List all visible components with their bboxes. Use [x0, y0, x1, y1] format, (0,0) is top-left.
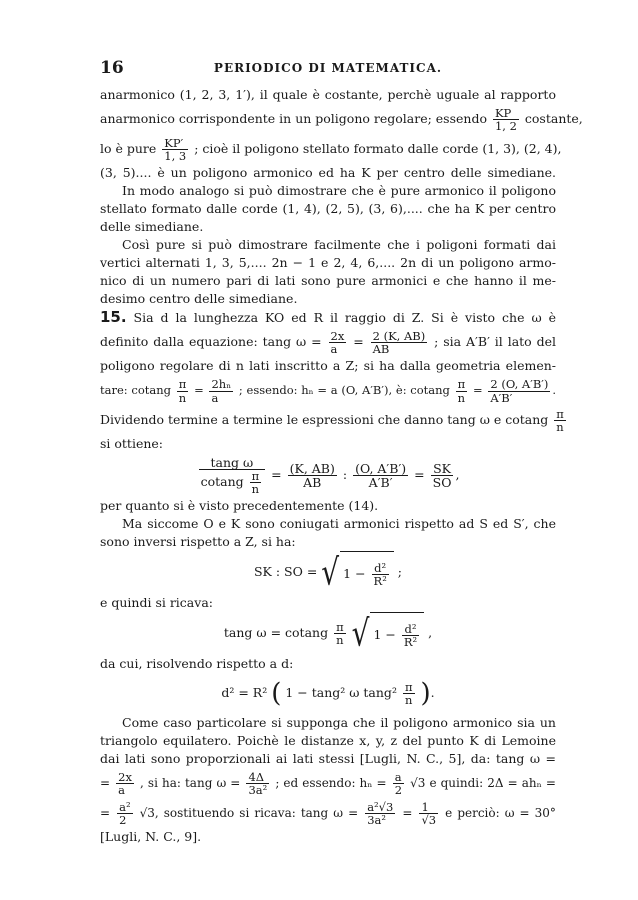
- square-root: √ 1 − $\frac{\text{d²}}{\text{R²}}$: [352, 612, 425, 655]
- fraction: $\frac{2 (O, A'B')}{A'B'}$: [490, 377, 549, 405]
- fraction: $\frac{a}{2}$: [394, 769, 403, 797]
- text-line: e quindi si ricava:: [100, 595, 213, 611]
- text-line: per quanto si è visto precedentemente (14).: [100, 498, 379, 514]
- fraction: $\frac{\text{a²√3}}{\text{3a²}}$: [367, 799, 394, 827]
- equation-ratio: tang ω cotang $\frac{\pi}{n}$ = $\frac{(K, AB)}{AB}$ : $\frac{(O, A'B')}{A'B'}$ = $\frac{SK}{SO}$ ,: [200, 454, 460, 497]
- text-line: Come caso particolare si supponga che il poligono armonico sia un: [122, 714, 556, 730]
- text-line: In modo analogo si può dimostrare che è pure armonico il poligono: [122, 183, 556, 198]
- journal-title: PERIODICO DI MATEMATICA.: [213, 61, 443, 75]
- text-line: si ottiene:: [100, 436, 164, 451]
- fraction: $\frac{(O, A'B')}{A'B'}$: [355, 460, 407, 490]
- fraction: $\frac{\pi}{n}$: [336, 620, 344, 648]
- fraction: $\frac{\pi}{n}$: [178, 377, 187, 405]
- page-number: 16: [100, 58, 124, 78]
- text-line: desimo centro delle simediane.: [100, 291, 298, 306]
- fraction: $\frac{KP}{1, 2}$: [494, 105, 517, 133]
- text-line: vertici alternati 1, 3, 5,.... 2n − 1 e 2, 4, 6,.... 2n di un poligono armo-: [100, 255, 556, 270]
- text-line: definito dalla equazione: tang ω = $\frac{2x}{a}$ = $\frac{2 (K, AB)}{AB}$ ; sia A′B′ il lato del: [100, 328, 556, 356]
- fraction: $\frac{2x}{a}$: [118, 769, 132, 797]
- fraction: $\frac{\text{a²}}{2}$: [119, 799, 131, 827]
- text-line: triangolo equilatero. Poichè le distanze x, y, z del punto K di Lemoine: [100, 732, 556, 748]
- text-line: anarmonico (1, 2, 3, 1′), il quale è costante, perchè uguale al rapporto: [100, 87, 556, 102]
- text-line: lo è pure $\frac{KP'}{1, 3}$ ; cioè il poligono stellato formato dalle corde (1, 3), (2, 4),: [100, 135, 562, 163]
- fraction: $\frac{\pi}{n}$: [556, 406, 564, 434]
- text-line: dai lati sono proporzionali ai lati stessi [Lugli, N. C., 5], da: tang ω =: [100, 750, 556, 766]
- text-line: (3, 5).... è un poligono armonico ed ha K per centro delle simediane.: [100, 165, 556, 180]
- fraction: tang ω cotang $\frac{\pi}{n}$: [199, 456, 266, 495]
- text-line: Così pure si può dimostrare facilmente che i poligoni formati dai: [122, 237, 556, 252]
- text-line: stellato formato dalle corde (1, 4), (2, 5), (3, 6),.... che ha K per centro: [100, 201, 556, 216]
- text-line: da cui, risolvendo rispetto a d:: [100, 656, 294, 672]
- text-line: = $\frac{2x}{a}$ , si ha: tang ω = $\frac{4\Delta}{\text{3a²}}$ ; ed essendo: hₙ = $\frac{a}{2}$ √3 e quindi: 2Δ = ahₙ =: [100, 769, 556, 797]
- fraction: $\frac{\text{2hₙ}}{a}$: [211, 377, 232, 405]
- text-line: tare: cotang $\frac{\pi}{n}$ = $\frac{\text{2hₙ}}{a}$ ; essendo: hₙ = a (O, A′B′), è: cotang $\frac{\pi}{n}$ = $\frac{2 (O, A'B')}{A'B'}$ .: [100, 377, 557, 405]
- article-body: [100, 86, 583, 846]
- fraction: $\frac{2 (K, AB)}{AB}$: [372, 328, 426, 356]
- section-heading-line: 15. Sia d la lunghezza KO ed R il raggio di Z. Si è visto che ω è: [100, 308, 556, 326]
- fraction: $\frac{\pi}{n}$: [404, 680, 413, 708]
- text-line: nico di un numero pari di lati sono pure armonici e che hanno il me-: [100, 273, 556, 288]
- text-line: [Lugli, N. C., 9].: [100, 828, 202, 844]
- fraction: $\frac{KP'}{1, 3}$: [164, 135, 187, 163]
- text-line: delle simediane.: [100, 219, 204, 234]
- fraction: $\frac{2x}{a}$: [330, 328, 345, 356]
- running-header: [100, 58, 556, 78]
- text-line: poligono regolare di n lati inscritto a Z; si ha dalla geometria elemen-: [100, 358, 556, 373]
- square-root: √ 1 − $\frac{\text{d²}}{\text{R²}}$: [321, 551, 394, 594]
- fraction: $\frac{\pi}{n}$: [457, 377, 466, 405]
- text-line: sono inversi rispetto a Z, si ha:: [100, 534, 296, 550]
- fraction: $\frac{4\Delta}{\text{3a²}}$: [248, 769, 268, 797]
- text-line: anarmonico corrispondente in un poligono regolare; essendo $\frac{KP}{1, 2}$ costante,: [100, 105, 583, 133]
- fraction: $\frac{(K, AB)}{AB}$: [289, 460, 335, 490]
- text-line: Ma siccome O e K sono coniugati armonici rispetto ad S ed S′, che: [122, 516, 556, 532]
- fraction: $\frac{SK}{SO}$: [432, 460, 452, 490]
- text-line: Dividendo termine a termine le espressioni che danno tang ω e cotang $\frac{\pi}{n}$: [100, 406, 564, 434]
- equation-tang: tang ω = cotang $\frac{\pi}{n}$ √ 1 − $\frac{\text{d²}}{\text{R²}}$ ,: [223, 611, 433, 655]
- equation-d-squared: d² = R² ( 1 − tang² ω tang² $\frac{\pi}{n}$ ).: [221, 678, 435, 709]
- section-number: 15.: [100, 308, 127, 326]
- equation-sk-so: SK : SO = √ 1 − $\frac{\text{d²}}{\text{R²}}$ ;: [253, 550, 403, 594]
- fraction: $\frac{1}{√3}$: [421, 799, 437, 827]
- text-line: = $\frac{\text{a²}}{2}$ √3, sostituendo si ricava: tang ω = $\frac{\text{a²√3}}{\text{3a²}}$ = $\frac{1}{√3}$ e perciò: ω = 30°: [100, 799, 556, 827]
